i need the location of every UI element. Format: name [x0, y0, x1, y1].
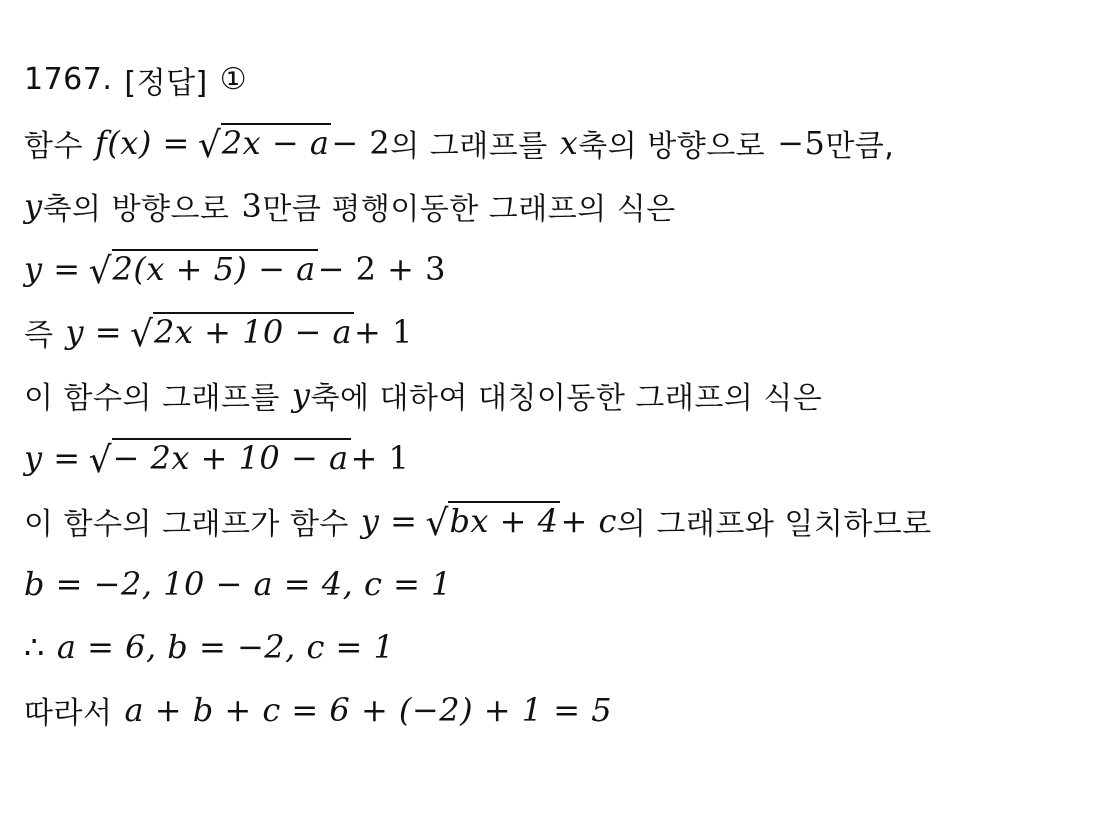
text-segment: 만큼, [825, 128, 895, 164]
text-segment: 이 함수의 그래프를 [24, 380, 280, 416]
math-segment: + c [560, 501, 617, 540]
equation: a = 6, b = −2, c = 1 [56, 627, 395, 666]
math-segment: − 2 + 3 [317, 249, 446, 288]
text-segment: 축의 방향으로 [578, 128, 766, 164]
solution-line-6 [24, 363, 1074, 426]
solution-line-2 [24, 111, 1074, 174]
text-segment: 의 그래프를 [390, 128, 548, 164]
solution-line-8 [24, 489, 1074, 552]
solution-line-7 [24, 426, 1074, 489]
text-segment: 즉 [24, 317, 54, 353]
solution-line-9 [24, 552, 1074, 615]
text-segment: 따라서 [24, 695, 113, 731]
solution-line-11 [24, 678, 1074, 741]
radicand: 2(x + 5) − a [112, 250, 316, 289]
solution-line-3 [24, 174, 1074, 237]
therefore-symbol: ∴ [24, 627, 45, 666]
text-segment: 축의 방향으로 [42, 191, 230, 227]
x-variable: x [559, 123, 579, 162]
square-root: √ bx + 4 [425, 502, 559, 544]
shift-value: 3 [241, 186, 263, 225]
square-root: √ 2(x + 5) − a [88, 250, 316, 292]
radicand: − 2x + 10 − a [112, 439, 349, 478]
radicand: 2x + 10 − a [154, 313, 353, 352]
square-root: √ 2x − a [197, 124, 330, 166]
equation-lhs: y = [360, 501, 418, 540]
answer-symbol: ① [219, 62, 248, 97]
y-variable: y [24, 186, 43, 225]
text-segment: 만큼 평행이동한 그래프의 식은 [262, 191, 676, 227]
solution-line-10 [24, 615, 1074, 678]
shift-value: −5 [777, 123, 826, 162]
square-root: √ 2x + 10 − a [130, 313, 353, 355]
solution-line-4 [24, 237, 1074, 300]
math-segment: + 1 [350, 438, 410, 477]
square-root: √ − 2x + 10 − a [88, 439, 349, 481]
y-variable: y [291, 375, 311, 414]
function-lhs: f(x) = [94, 123, 190, 162]
solution-document [24, 48, 1074, 741]
equation-lhs: y = [65, 312, 123, 351]
equation-lhs: y = [24, 438, 81, 477]
problem-number: 1767. [24, 62, 113, 97]
solution-line-5 [24, 300, 1074, 363]
equation-lhs: y = [24, 249, 81, 288]
math-segment: + 1 [354, 312, 413, 351]
final-equation: a + b + c = 6 + (−2) + 1 = 5 [124, 690, 613, 729]
text-segment: 의 그래프와 일치하므로 [616, 506, 932, 542]
text-segment: 함수 [24, 128, 83, 164]
text-segment: 축에 대하여 대칭이동한 그래프의 식은 [310, 380, 823, 416]
text-segment: 이 함수의 그래프가 함수 [24, 506, 349, 542]
math-segment: − 2 [331, 123, 391, 162]
solution-header [24, 48, 1074, 111]
radicand: 2x − a [221, 124, 330, 163]
radicand: bx + 4 [449, 502, 559, 541]
answer-label: [정답] [124, 65, 208, 101]
equation: b = −2, 10 − a = 4, c = 1 [24, 564, 452, 603]
